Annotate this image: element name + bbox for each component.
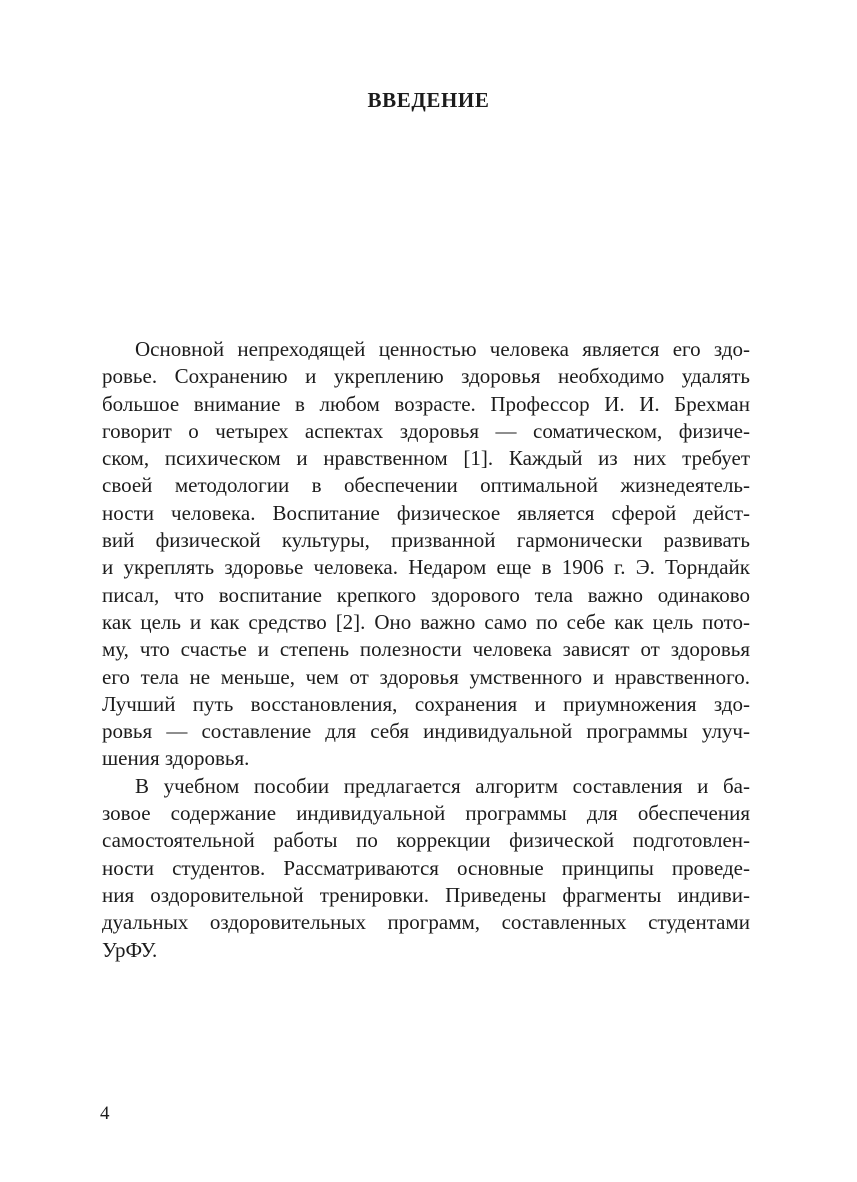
text-line: говорит о четырех аспектах здоровья — соматическом, физиче- (102, 418, 750, 443)
body-text (102, 336, 750, 964)
text-line: самостоятельной работы по коррекции физической подготовлен- (102, 828, 750, 853)
text-line: шения здоровья. (102, 746, 250, 771)
text-line: ности человека. Воспитание физическое является сферой дейст- (102, 500, 750, 525)
text-line: ровье. Сохранению и укреплению здоровья необходимо удалять (102, 364, 750, 389)
page-number: 4 (100, 1103, 110, 1124)
text-line: вий физической культуры, призванной гармонически развивать (102, 528, 750, 553)
text-line: как цель и как средство [2]. Оно важно само по себе как цель пото- (102, 609, 750, 634)
text-line: своей методологии в обеспечении оптимальной жизнедеятель- (102, 473, 750, 498)
text-line: большое внимание в любом возрасте. Профессор И. И. Брехман (102, 391, 750, 416)
text-line: ния оздоровительной тренировки. Приведены фрагменты индиви- (102, 882, 750, 907)
text-line: писал, что воспитание крепкого здорового тела важно одинаково (102, 582, 750, 607)
text-line: зовое содержание индивидуальной программы для обеспечения (102, 801, 750, 826)
text-line: му, что счастье и степень полезности человека зависят от здоровья (102, 637, 750, 662)
text-line: ровья — составление для себя индивидуальной программы улуч- (102, 719, 750, 744)
paragraph-2 (102, 773, 750, 964)
text-line: ности студентов. Рассматриваются основные принципы проведе- (102, 855, 750, 880)
page-title: ВВЕДЕНИЕ (367, 88, 490, 112)
paragraph-1 (102, 336, 750, 773)
text-line: УрФУ. (102, 937, 158, 962)
text-line: Основной непреходящей ценностью человека является его здо- (135, 337, 750, 361)
text-line: дуальных оздоровительных программ, составленных студентами (102, 910, 750, 935)
text-line: и укреплять здоровье человека. Недаром еще в 1906 г. Э. Торндайк (102, 555, 750, 580)
text-line: ском, психическом и нравственном [1]. Каждый из них требует (102, 446, 750, 471)
text-line: его тела не меньше, чем от здоровья умственного и нравственного. (102, 664, 750, 689)
text-line: В учебном пособии предлагается алгоритм составления и ба- (135, 773, 750, 798)
text-line: Лучший путь восстановления, сохранения и приумножения здо- (102, 691, 750, 716)
